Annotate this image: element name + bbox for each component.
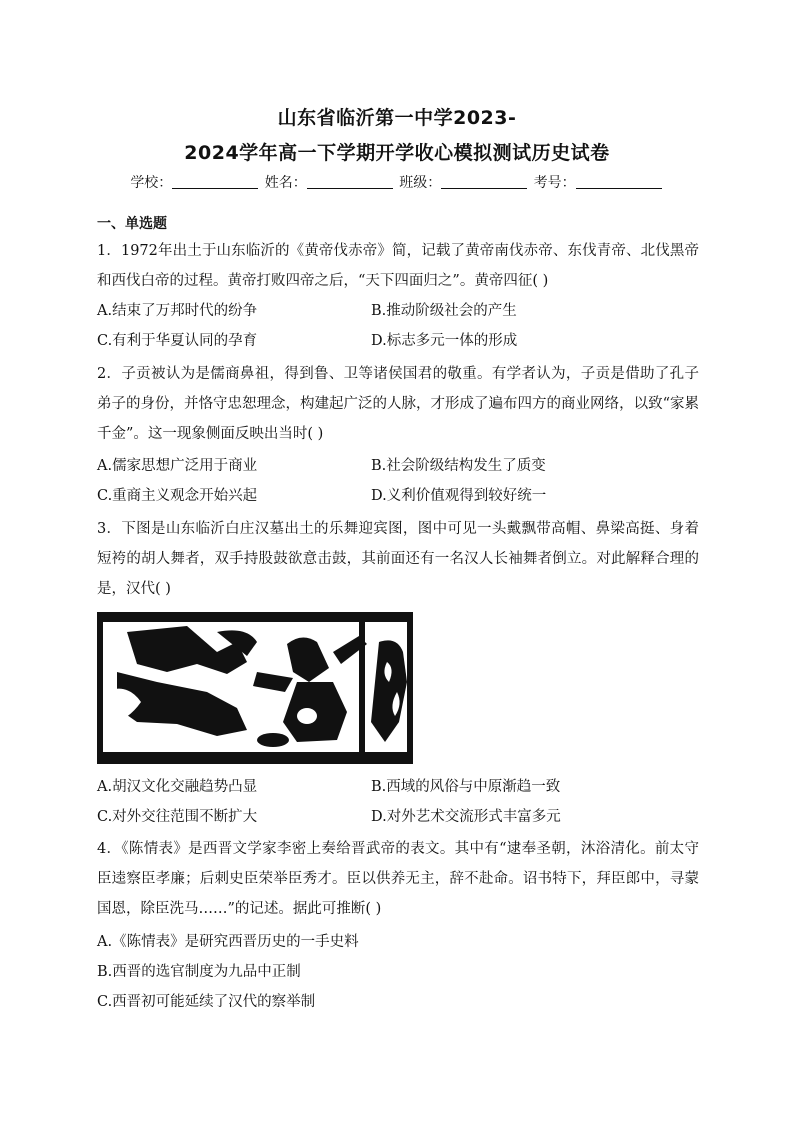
class-blank[interactable] — [441, 174, 527, 189]
exam-number-label: 考号： — [533, 175, 576, 191]
q4-option-b[interactable]: B.西晋的选官制度为九品中正制 — [97, 964, 301, 980]
question-1-stem: 1．1972年出土于山东临沂的《黄帝伐赤帝》简，记载了黄帝南伐赤帝、东伐青帝、北伐黑帝和西伐白帝的过程。黄帝打败四帝之后，“天下四面归之”。黄帝四征( ) — [97, 243, 699, 289]
q1-option-d[interactable]: D.标志多元一体的形成 — [371, 333, 518, 349]
q3-option-c[interactable]: C.对外交往范围不断扩大 — [97, 809, 258, 825]
exam-title-line2: 2024学年高一下学期开学收心模拟测试历史试卷 — [184, 142, 610, 164]
question-4-stem: 4．《陈情表》是西晋文学家李密上奏给晋武帝的表文。其中有“逮奉圣朝，沐浴清化。前太守臣逵察臣孝廉；后刺史臣荣举臣秀才。臣以供养无主，辞不赴命。诏书特下，拜臣郎中，寻蒙国恩，除臣洗马……”的记述。据此可推断( ) — [97, 841, 699, 917]
q1-option-c[interactable]: C.有利于华夏认同的孕育 — [97, 333, 258, 349]
student-info-row — [0, 172, 794, 192]
class-label: 班级： — [399, 175, 442, 191]
q1-option-a[interactable]: A.结束了万邦时代的纷争 — [97, 303, 258, 319]
q4-option-a[interactable]: A.《陈情表》是研究西晋历史的一手史料 — [97, 934, 359, 950]
school-label: 学校： — [130, 175, 173, 191]
name-blank[interactable] — [307, 174, 393, 189]
music-dance-relief-image — [97, 612, 413, 764]
q1-option-b[interactable]: B.推动阶级社会的产生 — [371, 303, 517, 319]
q3-option-b[interactable]: B.西域的风俗与中原渐趋一致 — [371, 779, 561, 795]
q4-option-c[interactable]: C.西晋初可能延续了汉代的察举制 — [97, 994, 316, 1010]
q3-option-d[interactable]: D.对外艺术交流形式丰富多元 — [371, 809, 561, 825]
name-label: 姓名： — [264, 175, 307, 191]
section-title: 一、单选题 — [97, 216, 167, 232]
question-2-stem: 2．子贡被认为是儒商鼻祖，得到鲁、卫等诸侯国君的敬重。有学者认为，子贡是借助了孔子弟子的身份，并恪守忠恕理念，构建起广泛的人脉，才形成了遍布四方的商业网络，以致“家累千金”。这一现象侧面反映出当时( ) — [97, 366, 699, 442]
q3-option-a[interactable]: A.胡汉文化交融趋势凸显 — [97, 779, 258, 795]
exam-title-line1: 山东省临沂第一中学2023- — [277, 107, 517, 129]
q2-option-a[interactable]: A.儒家思想广泛用于商业 — [97, 458, 258, 474]
q2-option-c[interactable]: C.重商主义观念开始兴起 — [97, 488, 258, 504]
exam-number-blank[interactable] — [576, 174, 662, 189]
school-blank[interactable] — [172, 174, 258, 189]
q2-option-b[interactable]: B.社会阶级结构发生了质变 — [371, 458, 546, 474]
q2-option-d[interactable]: D.义利价值观得到较好统一 — [371, 488, 547, 504]
question-3-stem: 3．下图是山东临沂白庄汉墓出土的乐舞迎宾图，图中可见一头戴飘带高帽、鼻梁高挺、身着短袴的胡人舞者，双手持股鼓欲意击鼓，其前面还有一名汉人长袖舞者倒立。对此解释合理的是，汉代( ) — [97, 521, 699, 597]
